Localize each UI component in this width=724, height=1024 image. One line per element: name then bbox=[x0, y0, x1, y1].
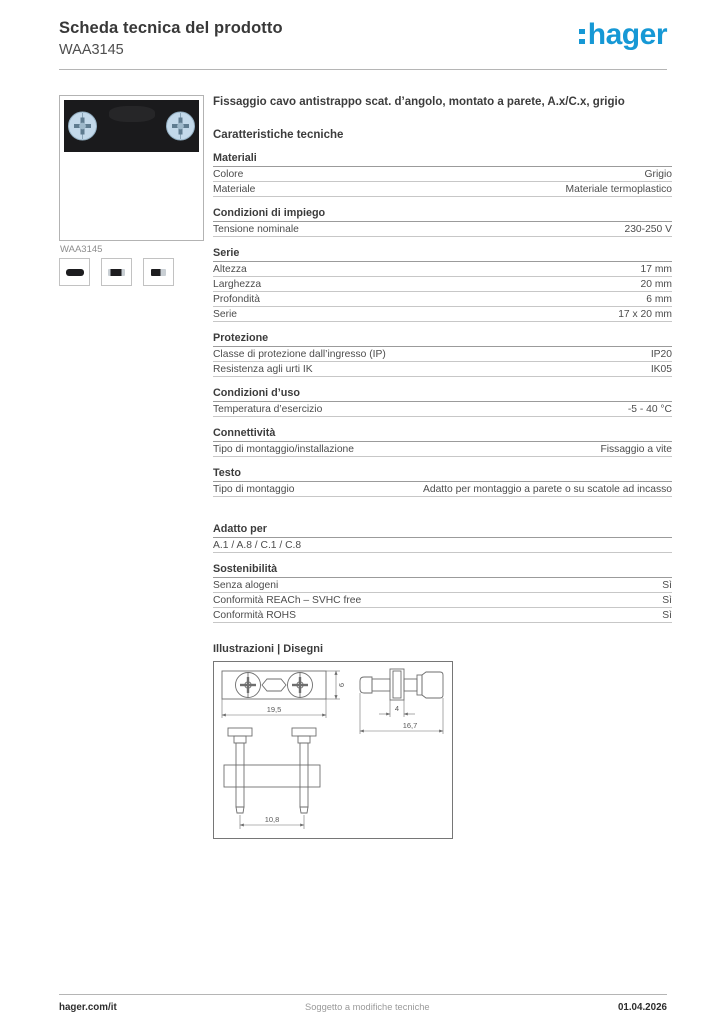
spec-value: IK05 bbox=[650, 363, 672, 375]
spec-row bbox=[213, 182, 672, 197]
spec-row bbox=[213, 608, 672, 623]
footer bbox=[59, 1002, 667, 1013]
illustrations-heading: Illustrazioni | Disegni bbox=[213, 643, 324, 655]
spec-row bbox=[213, 222, 672, 237]
dim-clamp: 4 bbox=[394, 704, 400, 713]
spec-value: Materiale termoplastico bbox=[565, 183, 672, 195]
product-image-frame bbox=[59, 95, 204, 241]
spec-label: Tensione nominale bbox=[213, 223, 299, 235]
spec-row bbox=[213, 578, 672, 593]
section-title: Connettività bbox=[213, 427, 672, 442]
spec-value: 17 x 20 mm bbox=[618, 308, 672, 320]
spec-label: Classe di protezione dall’ingresso (IP) bbox=[213, 348, 386, 360]
section-adatto-per bbox=[213, 523, 672, 553]
tech-characteristics-heading: Caratteristiche tecniche bbox=[213, 129, 344, 141]
spec-row bbox=[213, 593, 672, 608]
spec-label: Tipo di montaggio bbox=[213, 483, 295, 495]
section-title: Testo bbox=[213, 467, 672, 482]
section-title: Serie bbox=[213, 247, 672, 262]
section-protezione bbox=[213, 332, 672, 377]
product-photo bbox=[64, 100, 199, 152]
spec-value: 20 mm bbox=[640, 278, 672, 290]
section-testo bbox=[213, 467, 672, 497]
footer-notice: Soggetto a modifiche tecniche bbox=[305, 1002, 430, 1012]
section-title: Condizioni d’uso bbox=[213, 387, 672, 402]
spec-label: Conformità REACh – SVHC free bbox=[213, 594, 362, 606]
spec-value: Adatto per montaggio a parete o su scatole ad incasso bbox=[422, 483, 672, 495]
section-title: Adatto per bbox=[213, 523, 672, 538]
hager-logo-colon-icon bbox=[579, 29, 585, 45]
section-sostenibilita bbox=[213, 563, 672, 623]
section-title: Condizioni di impiego bbox=[213, 207, 672, 222]
spec-label: Colore bbox=[213, 168, 244, 180]
spec-row bbox=[213, 292, 672, 307]
dim-hole-spacing: 10,8 bbox=[264, 815, 280, 824]
header-divider bbox=[59, 69, 667, 70]
spec-row bbox=[213, 167, 672, 182]
spec-label: Temperatura d’esercizio bbox=[213, 403, 323, 415]
spec-row bbox=[213, 482, 672, 497]
dim-width: 19,5 bbox=[266, 705, 282, 714]
product-thumbnail bbox=[143, 258, 174, 286]
section-serie bbox=[213, 247, 672, 322]
dim-length: 16,7 bbox=[402, 721, 418, 730]
spec-value: -5 - 40 °C bbox=[627, 403, 672, 415]
section-title: Sostenibilità bbox=[213, 563, 672, 578]
dim-height: 6 bbox=[337, 682, 346, 688]
spec-row bbox=[213, 402, 672, 417]
spec-row bbox=[213, 362, 672, 377]
spec-value: Sì bbox=[662, 579, 672, 591]
spec-value: 230-250 V bbox=[624, 223, 672, 235]
section-condizioni-uso bbox=[213, 387, 672, 417]
main-content bbox=[213, 95, 672, 839]
hager-logo bbox=[579, 20, 667, 50]
spec-label: Profondità bbox=[213, 293, 260, 305]
spec-row bbox=[213, 277, 672, 292]
spec-label: Larghezza bbox=[213, 278, 262, 290]
spec-value: Grigio bbox=[644, 168, 672, 180]
technical-drawing bbox=[213, 661, 453, 839]
spec-label: Conformità ROHS bbox=[213, 609, 296, 621]
spec-row bbox=[213, 347, 672, 362]
spec-row bbox=[213, 538, 672, 553]
product-image-caption: WAA3145 bbox=[60, 244, 103, 255]
page-title: Scheda tecnica del prodotto bbox=[59, 19, 283, 37]
section-title: Materiali bbox=[213, 152, 672, 167]
spec-value: 6 mm bbox=[646, 293, 672, 305]
spec-value: IP20 bbox=[650, 348, 672, 360]
product-description: Fissaggio cavo antistrappo scat. d’angolo, montato a parete, A.x/C.x, grigio bbox=[213, 96, 625, 108]
footer-website-link[interactable]: hager.com/it bbox=[59, 1002, 117, 1013]
spec-row bbox=[213, 307, 672, 322]
screw-head-icon bbox=[67, 111, 98, 142]
footer-date: 01.04.2026 bbox=[617, 1002, 667, 1013]
section-condizioni-impiego bbox=[213, 207, 672, 237]
spec-label: Altezza bbox=[213, 263, 247, 275]
product-thumbnail bbox=[101, 258, 132, 286]
spec-label: Tipo di montaggio/installazione bbox=[213, 443, 354, 455]
section-connettivita bbox=[213, 427, 672, 457]
spec-row bbox=[213, 262, 672, 277]
spec-label: Serie bbox=[213, 308, 238, 320]
spec-value: Sì bbox=[662, 609, 672, 621]
section-materiali bbox=[213, 152, 672, 197]
spec-value: Sì bbox=[662, 594, 672, 606]
product-thumbnail bbox=[59, 258, 90, 286]
hager-logo-text: hager bbox=[587, 18, 667, 51]
spec-label: Senza alogeni bbox=[213, 579, 279, 591]
footer-divider bbox=[59, 994, 667, 995]
product-code: WAA3145 bbox=[59, 42, 124, 58]
spec-row bbox=[213, 442, 672, 457]
header bbox=[59, 19, 283, 58]
spec-value: Fissaggio a vite bbox=[600, 443, 672, 455]
spec-label: Materiale bbox=[213, 183, 256, 195]
section-title: Protezione bbox=[213, 332, 672, 347]
thumbnail-row bbox=[59, 258, 174, 286]
screw-head-icon bbox=[165, 111, 196, 142]
spec-value: 17 mm bbox=[640, 263, 672, 275]
spec-label: A.1 / A.8 / C.1 / C.8 bbox=[213, 539, 302, 551]
spec-label: Resistenza agli urti IK bbox=[213, 363, 313, 375]
